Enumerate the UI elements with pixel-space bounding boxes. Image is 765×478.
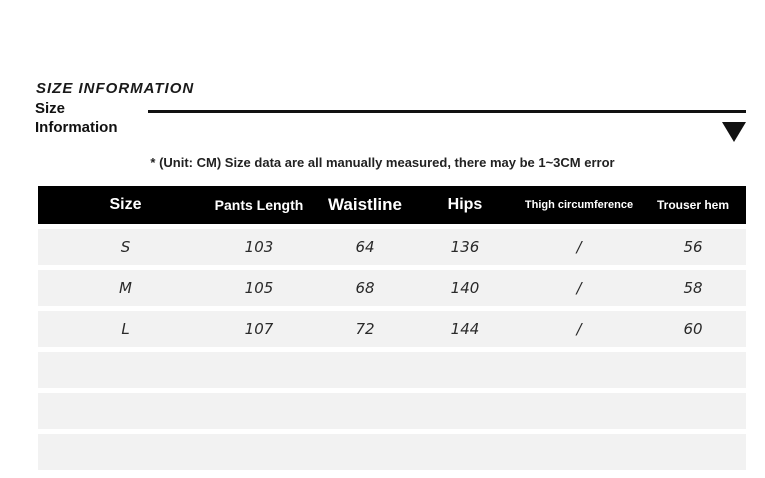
triangle-down-icon	[722, 122, 746, 142]
table-header	[38, 186, 746, 224]
cell-waistline: 64	[355, 238, 375, 256]
header-divider	[148, 110, 746, 113]
cell-pants-length: 105	[244, 279, 274, 297]
cell-waistline: 68	[355, 279, 375, 297]
table-row	[38, 229, 746, 265]
cell-thigh: /	[576, 320, 582, 338]
cell-thigh: /	[576, 279, 582, 297]
empty-row	[38, 434, 746, 470]
col-header-trouser-hem: Trouser hem	[656, 198, 730, 212]
size-info-subtitle	[35, 99, 118, 137]
size-info-title: SIZE INFORMATION	[36, 80, 195, 97]
col-header-hips: Hips	[447, 196, 483, 213]
cell-trouser-hem: 58	[683, 279, 703, 297]
cell-pants-length: 103	[244, 238, 274, 256]
cell-size: L	[121, 320, 130, 338]
table-row	[38, 270, 746, 306]
cell-size: M	[119, 279, 132, 297]
cell-hips: 136	[450, 238, 480, 256]
table-row	[38, 311, 746, 347]
col-header-waistline: Waistline	[328, 195, 402, 214]
size-table	[38, 186, 746, 470]
cell-size: S	[120, 238, 131, 256]
cell-trouser-hem: 56	[683, 238, 703, 256]
cell-thigh: /	[576, 238, 582, 256]
cell-hips: 144	[450, 320, 480, 338]
cell-waistline: 72	[355, 320, 375, 338]
cell-pants-length: 107	[244, 320, 274, 338]
subtitle-line-2: Information	[35, 119, 118, 136]
subtitle-line-1: Size	[35, 100, 66, 117]
empty-row	[38, 352, 746, 388]
empty-row	[38, 393, 746, 429]
col-header-size: Size	[109, 196, 142, 213]
measurement-note: * (Unit: CM) Size data are all manually measured, there may be 1~3CM error	[150, 155, 615, 170]
col-header-pants-length: Pants Length	[214, 197, 304, 213]
cell-hips: 140	[450, 279, 480, 297]
cell-trouser-hem: 60	[683, 320, 703, 338]
col-header-thigh: Thigh circumference	[524, 199, 634, 211]
